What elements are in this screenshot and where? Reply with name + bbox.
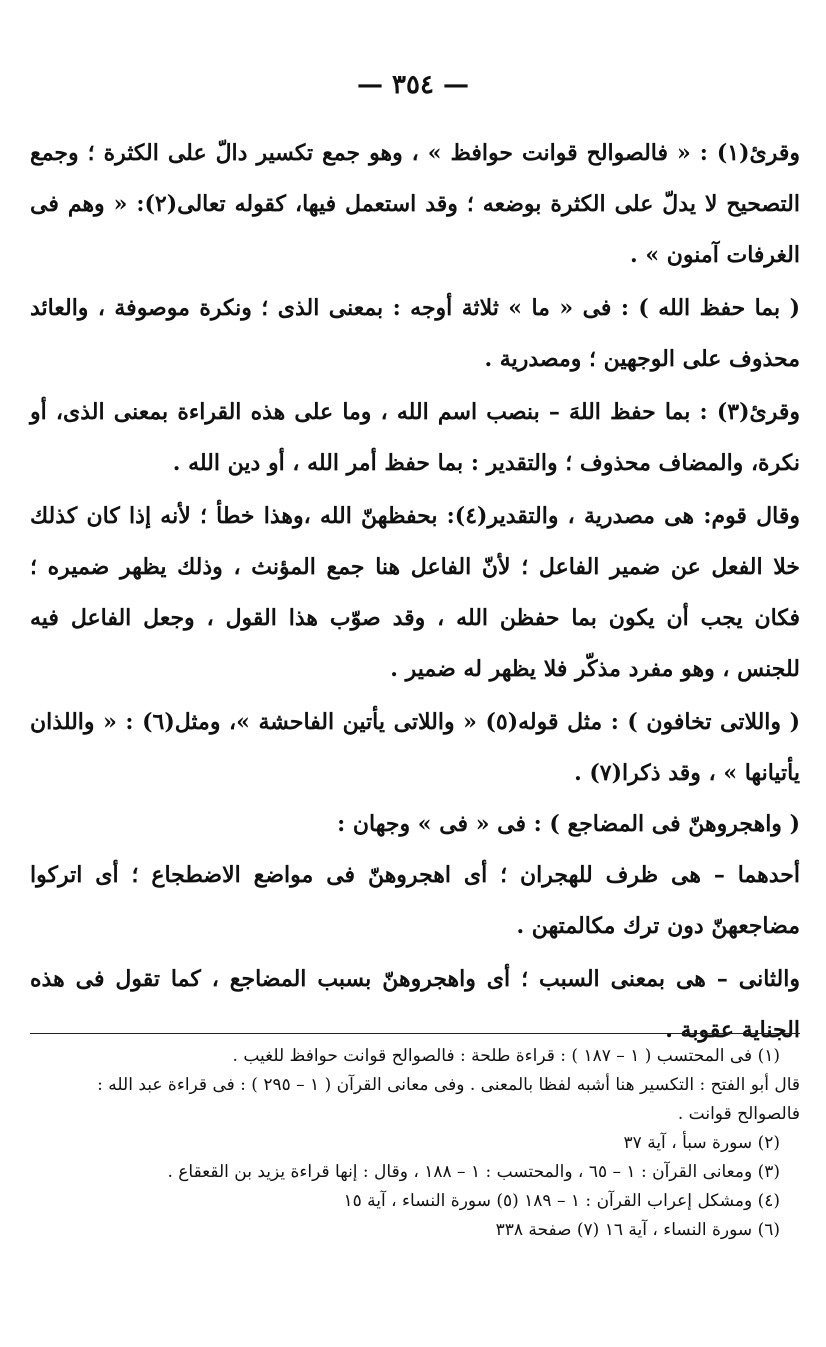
paragraph-first-aspect: أحدهما – هى ظرف للهجران ؛ أى اهجروهنّ فى مواضع الاضطجاع ؛ أى اتركوا مضاجعهنّ دون ترك مكالمتهن .	[30, 862, 800, 939]
footnote-divider	[30, 1033, 800, 1034]
page-number: — ٣٥٤ —	[356, 70, 470, 100]
paragraph-masdariya: وقال قوم: هى مصدرية ، والتقدير(٤): بحفظهنّ الله ،وهذا خطأ ؛ لأنه إذا كان كذلك خلا الفعل عن ضمير الفاعل ؛ لأنّ الفاعل هنا جمع المؤنث ، وذلك يظهر ضميره ؛ فكان يجب أن يكون بما حفظن الله ، وقد صوّب هذا القول ، وجعل الفاعل فيه للجنس ، وهو مفرد مذكّر فلا يظهر له ضمير .	[30, 503, 800, 682]
paragraph-second-aspect: والثانى – هى بمعنى السبب ؛ أى واهجروهنّ بسبب المضاجع ، كما تقول فى هذه الجناية عقوبة .	[30, 966, 800, 1043]
footnote-3: (٣) ومعانى القرآن : ١ – ٦٥ ، والمحتسب : ١ – ١٨٨ ، وقال : إنها قراءة يزيد بن القعقاع .	[167, 1162, 780, 1182]
footnote-6-7: (٦) سورة النساء ، آية ١٦ (٧) صفحة ٣٣٨	[495, 1220, 780, 1240]
footnote-4-5: (٤) ومشكل إعراب القرآن : ١ – ١٨٩ (٥) سورة النساء ، آية ١٥	[343, 1191, 780, 1211]
footnotes	[30, 1042, 800, 1245]
paragraph-bima-hafiza: ( بما حفظ الله ) : فى « ما » ثلاثة أوجه : بمعنى الذى ؛ ونكرة موصوفة ، والعائد محذوف على الوجهين ؛ ومصدرية .	[30, 295, 800, 372]
paragraph-reading-qawanit: وقرئ(١) : « فالصوالح قوانت حوافظ » ، وهو جمع تكسير دالّ على الكثرة ؛ وجمع التصحيح لا يدلّ على الكثرة بوضعه ؛ وقد استعمل فيها، كقوله تعالى(٢): « وهم فى الغرفات آمنون » .	[30, 140, 800, 268]
paragraph-reading-nasb: وقرئ(٣) : بما حفظ اللهَ – بنصب اسم الله ، وما على هذه القراءة بمعنى الذى، أو نكرة، والمضاف محذوف ؛ والتقدير : بما حفظ أمر الله ، أو دين الله .	[30, 399, 800, 476]
main-text	[30, 128, 800, 1056]
footnote-1-continued: قال أبو الفتح : التكسير هنا أشبه لفظا بالمعنى . وفى معانى القرآن ( ١ – ٢٩٥ ) : فى قراءة عبد الله : فالصوالح قوانت .	[97, 1075, 800, 1124]
footnote-2: (٢) سورة سبأ ، آية ٣٧	[623, 1133, 780, 1153]
paragraph-wahjuruhunna: ( واهجروهنّ فى المضاجع ) : فى « فى » وجهان :	[337, 811, 800, 837]
paragraph-allati-takhafun: ( واللاتى تخافون ) : مثل قوله(٥) « واللاتى يأتين الفاحشة »، ومثل(٦) : « واللذان يأتيانها » ، وقد ذكرا(٧) .	[30, 709, 801, 786]
footnote-1: (١) فى المحتسب ( ١ – ١٨٧ ) : قراءة طلحة : فالصوالح قوانت حوافظ للغيب .	[232, 1046, 780, 1066]
